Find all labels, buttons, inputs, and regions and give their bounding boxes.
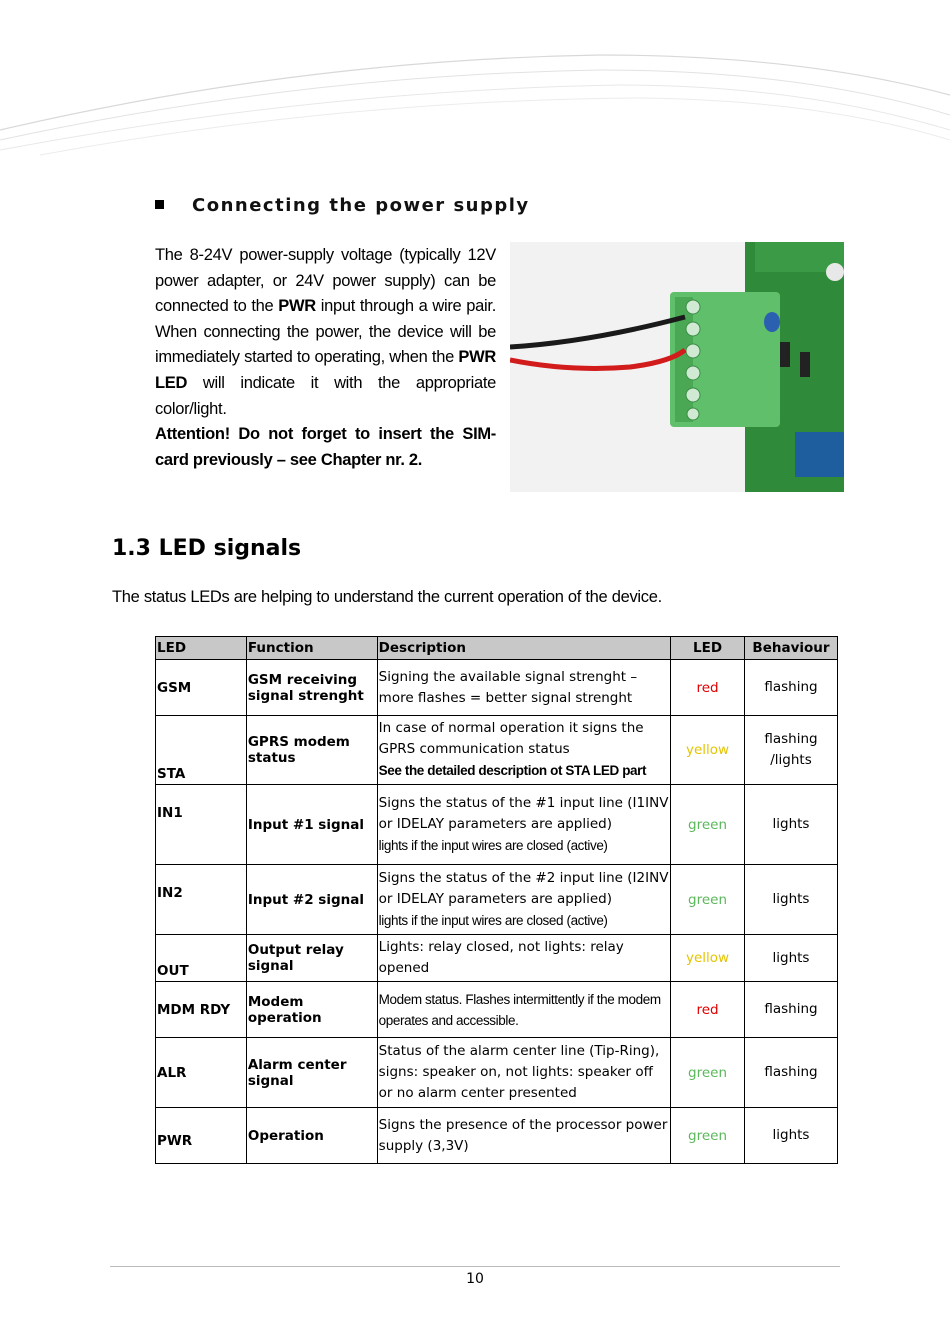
header-swoosh (0, 0, 950, 160)
header-led-color: LED (671, 637, 745, 660)
header-behaviour: Behaviour (745, 637, 838, 660)
table-row: STA GPRS modem status In case of normal operation it signs the GPRS communication status See the detailed description ot STA LED part yellow flashing /lights (156, 716, 838, 785)
table-row: PWR Operation Signs the presence of the processor power supply (3,3V) green lights (156, 1108, 838, 1164)
led-color: yellow (671, 935, 745, 982)
table-row: MDM RDY Modem operation Modem status. Flashes intermittently if the modem operates and accessible. red flashing (156, 982, 838, 1038)
table-row: IN2 Input #2 signal Signs the status of the #2 input line (I2INV or IDELAY parameters are applied) lights if the input wires are closed (active) green lights (156, 865, 838, 935)
led-signals-lead: The status LEDs are helping to understand the current operation of the device. (112, 588, 662, 606)
led-color: green (671, 785, 745, 865)
led-color: red (671, 982, 745, 1038)
header-led: LED (156, 637, 247, 660)
table-row: IN1 Input #1 signal Signs the status of the #1 input line (I1INV or IDELAY parameters are applied) lights if the input wires are closed (active) green lights (156, 785, 838, 865)
header-description: Description (377, 637, 670, 660)
attention-note: Attention! Do not forget to insert the SIM-card previously – see Chapter nr. 2. (155, 425, 496, 469)
footer-divider (110, 1266, 840, 1267)
square-bullet-icon (155, 200, 164, 209)
intro-paragraph: The 8-24V power-supply voltage (typically 12V power adapter, or 24V power supply) can be connected to the PWR input through a wire pair. When connecting the power, the device will be immediately started to operating, when the PWR LED will indicate it with the appropriate color/light. Attention! Do not forget to insert the SIM-card previously – see Chapter nr. 2. (155, 246, 496, 469)
led-signals-title: 1.3 LED signals (112, 536, 302, 561)
led-color: green (671, 1038, 745, 1108)
section-heading: Connecting the power supply (155, 195, 530, 216)
board-photo (510, 242, 844, 492)
led-color: red (671, 660, 745, 716)
led-color: yellow (671, 716, 745, 785)
table-row: ALR Alarm center signal Status of the alarm center line (Tip-Ring), signs: speaker on, not lights: speaker off or no alarm center presented green flashing (156, 1038, 838, 1108)
table-header-row (156, 637, 838, 660)
led-table (155, 636, 838, 1164)
table-row: OUT Output relay signal Lights: relay closed, not lights: relay opened yellow lights (156, 935, 838, 982)
page-number: 10 (466, 1271, 484, 1287)
led-color: green (671, 865, 745, 935)
led-color: green (671, 1108, 745, 1164)
header-function: Function (246, 637, 377, 660)
table-row: GSM GSM receiving signal strenght Signing the available signal strenght – more flashes = better signal strenght red flashing (156, 660, 838, 716)
